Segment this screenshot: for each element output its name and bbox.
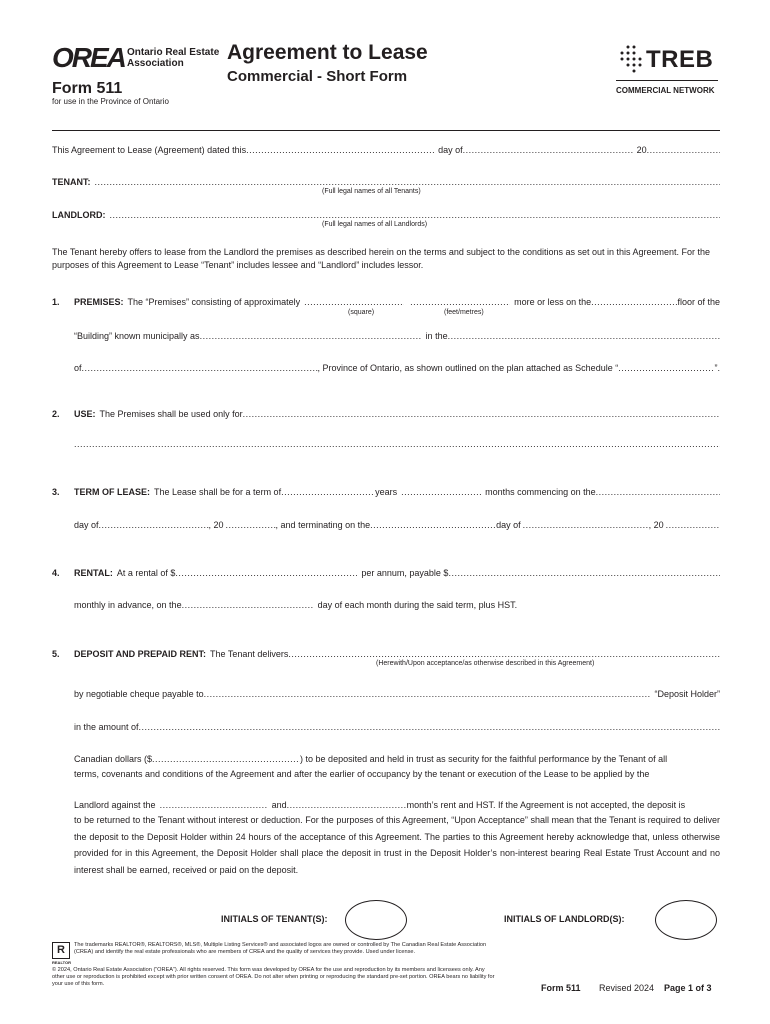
deposit-amount-words-field[interactable]	[139, 721, 720, 733]
treb-logo-text: TREB	[646, 46, 714, 73]
premises-line3: of ..... , Province of Ontario, as shown outlined on the plan attached as Schedule “ ..... ”.	[74, 362, 720, 374]
landlord-label: LANDLORD:	[52, 210, 106, 220]
monthly-rent-field[interactable]	[448, 567, 720, 579]
date-year-field[interactable]	[647, 144, 720, 156]
premises-number: 1.	[52, 297, 60, 307]
premises-area-field[interactable]	[304, 296, 404, 308]
premises-label: PREMISES:	[74, 297, 124, 307]
form-subtitle: for use in the Province of Ontario	[52, 97, 169, 106]
realtor-logo	[52, 942, 72, 968]
trademark-text: The trademarks REALTOR®, REALTORS®, MLS®, Multiple Listing Services® and associated logos are owned or controlled by The Canadian Real Estate Association (CREA) and identify the real estate professionals who are members of CREA and the quality of services they provide. Used under license.	[74, 942, 487, 955]
day-of-label: day of	[438, 145, 463, 155]
deposit-holder-field[interactable]	[204, 688, 651, 700]
tenant-label: TENANT:	[52, 177, 91, 187]
municipal-address-field[interactable]	[200, 330, 422, 342]
deposit-line4: Canadian dollars ($ ..... ) to be deposited and held in trust as security for the faithful performance by the Tenant of all	[74, 753, 720, 765]
deposit-line5: terms, covenants and conditions of the Agreement and after the earlier of occupancy by the tenant or execution of the Lease to be applied by the	[74, 769, 650, 779]
realtor-mark-icon: R	[52, 942, 70, 959]
orea-logo-mark: OREA	[52, 42, 125, 73]
commencement-month-field[interactable]	[99, 519, 209, 531]
premises-line2: “Building” known municipally as ..... in the .....	[74, 330, 720, 342]
realtor-word: REALTOR	[52, 960, 71, 965]
municipality-field[interactable]	[448, 330, 720, 342]
treb-logo	[612, 44, 722, 100]
use-label: USE:	[74, 409, 96, 419]
deposit-line3: in the amount of .....	[74, 721, 720, 733]
orea-name-line2: Association	[127, 58, 184, 69]
deposit-line2: by negotiable cheque payable to ..... “Deposit Holder”	[74, 688, 720, 700]
termination-month-field[interactable]	[523, 519, 649, 531]
footer-form-number: Form 511	[541, 983, 581, 993]
deposit-line1: DEPOSIT AND PREPAID RENT: The Tenant delivers .....	[74, 648, 720, 660]
caption-square: (square)	[348, 309, 375, 316]
rental-number: 4.	[52, 568, 60, 578]
term-line2: day of ..... , 20 ..... , and terminating on the ..... day of ..... , 20 .....	[74, 519, 720, 531]
date-month-field[interactable]	[463, 144, 633, 156]
tenant-initials-box[interactable]	[345, 900, 407, 940]
term-number: 3.	[52, 487, 60, 497]
term-label: TERM OF LEASE:	[74, 487, 150, 497]
commencement-date-field[interactable]	[596, 486, 720, 498]
footer-page-number: Page 1 of 3	[664, 983, 712, 993]
treb-tagline: COMMERCIAL NETWORK	[616, 86, 715, 95]
landlord-initials-label: INITIALS OF LANDLORD(S):	[504, 914, 625, 924]
deposit-paragraph: to be returned to the Tenant without interest or deduction. For the purposes of this Agreement, “Upon Acceptance” shall mean that the Tenant is required to deliver the deposit to the Deposit Holder within 24 hours of the acceptance of this Agreement. The parties to this Agreement hereby acknowledge that, unless otherwise provided for in this Agreement, the Deposit Holder shall place the deposit in trust in the Deposit Holder’s non-interest bearing Real Estate Trust Account and no interest shall be earned, received or paid on the deposit.	[74, 815, 720, 875]
premises-floor-field[interactable]	[591, 296, 677, 308]
deposit-amount-field[interactable]	[152, 753, 300, 765]
date-day-field[interactable]	[246, 144, 434, 156]
termination-year-field[interactable]	[666, 519, 720, 531]
deposit-timing-caption: (Herewith/Upon acceptance/as otherwise described in this Agreement)	[376, 660, 595, 667]
treb-dots-icon	[616, 44, 646, 74]
orea-name-line1: Ontario Real Estate	[127, 47, 220, 58]
rent-due-day-field[interactable]	[182, 599, 314, 611]
footer-revised: Revised 2024	[599, 983, 655, 993]
page-subtitle: Commercial - Short Form	[227, 68, 408, 85]
use-line1: USE: The Premises shall be used only for .....	[74, 408, 720, 420]
agreement-date-line	[52, 144, 720, 156]
form-number: Form 511	[52, 80, 123, 97]
use-field[interactable]	[243, 408, 720, 420]
orea-logo	[52, 44, 222, 74]
agreement-date-label: This Agreement to Lease (Agreement) dated this	[52, 145, 247, 155]
termination-day-field[interactable]	[370, 519, 496, 531]
landlord-caption: (Full legal names of all Landlords)	[322, 221, 428, 228]
tenant-initials-label: INITIALS OF TENANT(S):	[221, 914, 328, 924]
rental-label: RENTAL:	[74, 568, 113, 578]
commencement-year-field[interactable]	[226, 519, 276, 531]
first-month-rent-field[interactable]	[160, 799, 268, 811]
use-number: 2.	[52, 409, 60, 419]
premises-unit-field[interactable]	[410, 296, 510, 308]
landlord-initials-box[interactable]	[655, 900, 717, 940]
use-field-line2[interactable]	[74, 438, 720, 450]
copyright-text: © 2024, Ontario Real Estate Association (“OREA”). All rights reserved. This form was developed by OREA for the use and reproduction by its members and licensees only. Any other use or reproduction is prohibited except with prior written consent of OREA. Do not alter when printing or reproducing the standard pre-set portion. OREA bears no liability for your use of this form.	[52, 967, 495, 987]
term-months-field[interactable]	[401, 486, 481, 498]
rental-line1: RENTAL: At a rental of $ ..... per annum, payable $ .....	[74, 567, 720, 579]
term-years-field[interactable]	[281, 486, 375, 498]
tenant-caption: (Full legal names of all Tenants)	[322, 188, 421, 195]
term-line1: TERM OF LEASE: The Lease shall be for a term of ..... years ..... months commencing on the .....	[74, 486, 720, 498]
deposit-label: DEPOSIT AND PREPAID RENT:	[74, 649, 207, 659]
page-title: Agreement to Lease	[227, 41, 428, 64]
year-prefix-label: 20	[636, 145, 647, 155]
schedule-field[interactable]	[618, 362, 714, 374]
caption-feet-metres: (feet/metres)	[444, 309, 484, 316]
region-field[interactable]	[82, 362, 318, 374]
offer-paragraph: The Tenant hereby offers to lease from the Landlord the premises as described herein on the terms and subject to the conditions as set out in this Agreement. For the purposes of this Agreement to Lease “Tenant” includes lessee and “Landlord” includes lessor.	[52, 247, 711, 270]
annual-rent-field[interactable]	[175, 567, 357, 579]
deposit-number: 5.	[52, 649, 60, 659]
deposit-line6: Landlord against the ..... and ..... month’s rent and HST. If the Agreement is not accepted, the deposit is	[74, 799, 720, 811]
premises-line1: PREMISES: The “Premises” consisting of approximately ..... ..... more or less on the ..... floor of the	[74, 296, 720, 308]
last-month-rent-field[interactable]	[287, 799, 407, 811]
rental-line2: monthly in advance, on the ..... day of each month during the said term, plus HST.	[74, 599, 720, 611]
